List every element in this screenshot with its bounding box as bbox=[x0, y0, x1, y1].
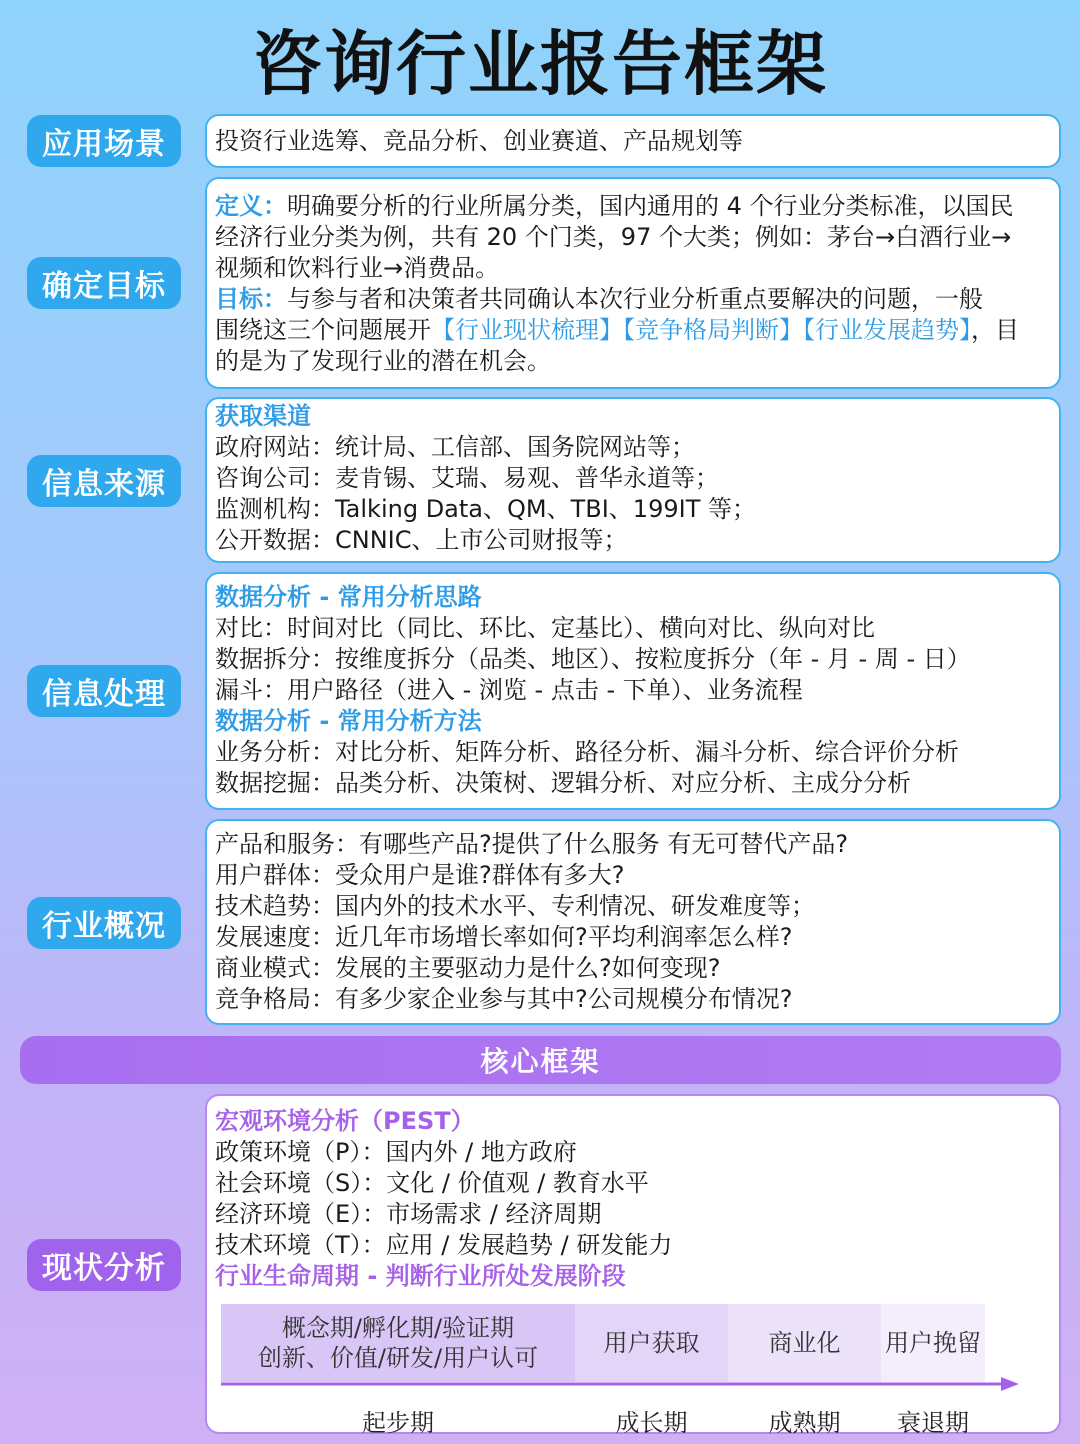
source-head: 获取渠道 bbox=[215, 402, 311, 430]
stage-name-mature: 成熟期 bbox=[768, 1409, 841, 1437]
stage-box-line-1: 用户获取 bbox=[603, 1329, 700, 1357]
processing-line: 数据挖掘：品类分析、决策树、逻辑分析、对应分析、主成分分析 bbox=[215, 769, 911, 797]
overview-line: 产品和服务：有哪些产品?提供了什么服务 有无可替代产品? bbox=[215, 830, 849, 858]
stage-box-line-1: 概念期/孵化期/验证期 bbox=[281, 1314, 515, 1342]
status-card bbox=[205, 1094, 1061, 1437]
section-label-goal: 确定目标 bbox=[27, 257, 181, 309]
target-brackets: 【行业现状梳理】【竞争格局判断】【行业发展趋势】 bbox=[431, 316, 971, 344]
pest-line: 社会环境（S）：文化 / 价值观 / 教育水平 bbox=[215, 1169, 649, 1197]
section-label-source: 信息来源 bbox=[27, 455, 181, 507]
pest-line: 技术环境（T）：应用 / 发展趋势 / 研发能力 bbox=[215, 1231, 673, 1259]
page-title: 咨询行业报告框架 bbox=[252, 23, 828, 105]
overview-line: 竞争格局：有多少家企业参与其中?公司规模分布情况? bbox=[215, 985, 793, 1013]
pest-line: 经济环境（E）：市场需求 / 经济周期 bbox=[215, 1200, 602, 1228]
source-line: 咨询公司：麦肯锡、艾瑞、易观、普华永道等； bbox=[215, 464, 719, 492]
overview-line: 用户群体：受众用户是谁?群体有多大? bbox=[215, 861, 625, 889]
stage-box-line-1: 用户挽留 bbox=[885, 1329, 981, 1357]
stage-box-growth bbox=[575, 1304, 728, 1382]
scenario-text: 投资行业选筹、竞品分析、创业赛道、产品规划等 bbox=[215, 127, 743, 155]
stage-name-growth: 成长期 bbox=[615, 1409, 688, 1437]
scenario-card bbox=[205, 114, 1061, 168]
stage-box-decline bbox=[881, 1304, 985, 1382]
stage-name-decline: 衰退期 bbox=[897, 1409, 969, 1437]
overview-line: 技术趋势：国内外的技术水平、专利情况、研发难度等； bbox=[215, 892, 815, 920]
pest-line: 政策环境（P）：国内外 / 地方政府 bbox=[215, 1138, 577, 1166]
definition-line-1: 定义：明确要分析的行业所属分类，国内通用的 4 个行业分类标准，以国民 bbox=[215, 192, 1014, 220]
target-line-1: 目标：与参与者和决策者共同确认本次行业分析重点要解决的问题，一般 bbox=[215, 285, 983, 313]
processing-line: 对比：时间对比（同比、环比、定基比）、横向对比、纵向对比 bbox=[215, 614, 875, 642]
processing-card bbox=[205, 572, 1061, 810]
stage-box-line-2: 创新、价值/研发/用户认可 bbox=[257, 1344, 539, 1372]
processing-line: 业务分析：对比分析、矩阵分析、路径分析、漏斗分析、综合评价分析 bbox=[215, 738, 959, 766]
source-line: 公开数据：CNNIC、上市公司财报等； bbox=[215, 526, 628, 554]
section-label-status: 现状分析 bbox=[27, 1239, 181, 1291]
stage-name-startup: 起步期 bbox=[362, 1409, 434, 1437]
lifecycle-head: 行业生命周期 - 判断行业所处发展阶段 bbox=[215, 1262, 626, 1290]
lifecycle-arrow bbox=[221, 1374, 1041, 1394]
section-label-scenario: 应用场景 bbox=[27, 115, 181, 167]
stage-box-line-1: 商业化 bbox=[768, 1329, 841, 1357]
definition-line-2: 经济行业分类为例，共有 20 个门类，97 个大类；例如：茅台→白酒行业→ bbox=[215, 223, 1012, 251]
goal-card bbox=[205, 177, 1061, 389]
target-line-2: 围绕这三个问题展开【行业现状梳理】【竞争格局判断】【行业发展趋势】，目 bbox=[215, 316, 1019, 344]
pest-head: 宏观环境分析（PEST） bbox=[215, 1107, 475, 1135]
source-line: 监测机构：Talking Data、QM、TBI、199IT 等； bbox=[215, 495, 756, 523]
source-line: 政府网站：统计局、工信部、国务院网站等； bbox=[215, 433, 695, 461]
source-card bbox=[205, 397, 1061, 563]
processing-line: 数据拆分：按维度拆分（品类、地区）、按粒度拆分（年 - 月 - 周 - 日） bbox=[215, 645, 971, 673]
section-label-overview: 行业概况 bbox=[27, 897, 181, 949]
target-head: 目标： bbox=[215, 285, 287, 313]
section-label-processing: 信息处理 bbox=[27, 665, 181, 717]
stage-box-startup bbox=[221, 1304, 575, 1382]
definition-line-3: 视频和饮料行业→消费品。 bbox=[215, 254, 500, 282]
definition-head: 定义： bbox=[215, 192, 287, 220]
overview-line: 发展速度：近几年市场增长率如何?平均利润率怎么样? bbox=[215, 923, 793, 951]
target-line-3: 的是为了发现行业的潜在机会。 bbox=[215, 347, 551, 375]
core-framework-bar: 核心框架 bbox=[20, 1036, 1061, 1084]
processing-line: 漏斗：用户路径（进入 - 浏览 - 点击 - 下单）、业务流程 bbox=[215, 676, 803, 704]
overview-card bbox=[205, 819, 1061, 1025]
processing-head-2: 数据分析 - 常用分析方法 bbox=[215, 707, 482, 735]
overview-line: 商业模式：发展的主要驱动力是什么?如何变现? bbox=[215, 954, 721, 982]
processing-head-1: 数据分析 - 常用分析思路 bbox=[215, 583, 482, 611]
lifecycle-diagram bbox=[221, 1304, 1041, 1437]
stage-box-mature bbox=[728, 1304, 881, 1382]
